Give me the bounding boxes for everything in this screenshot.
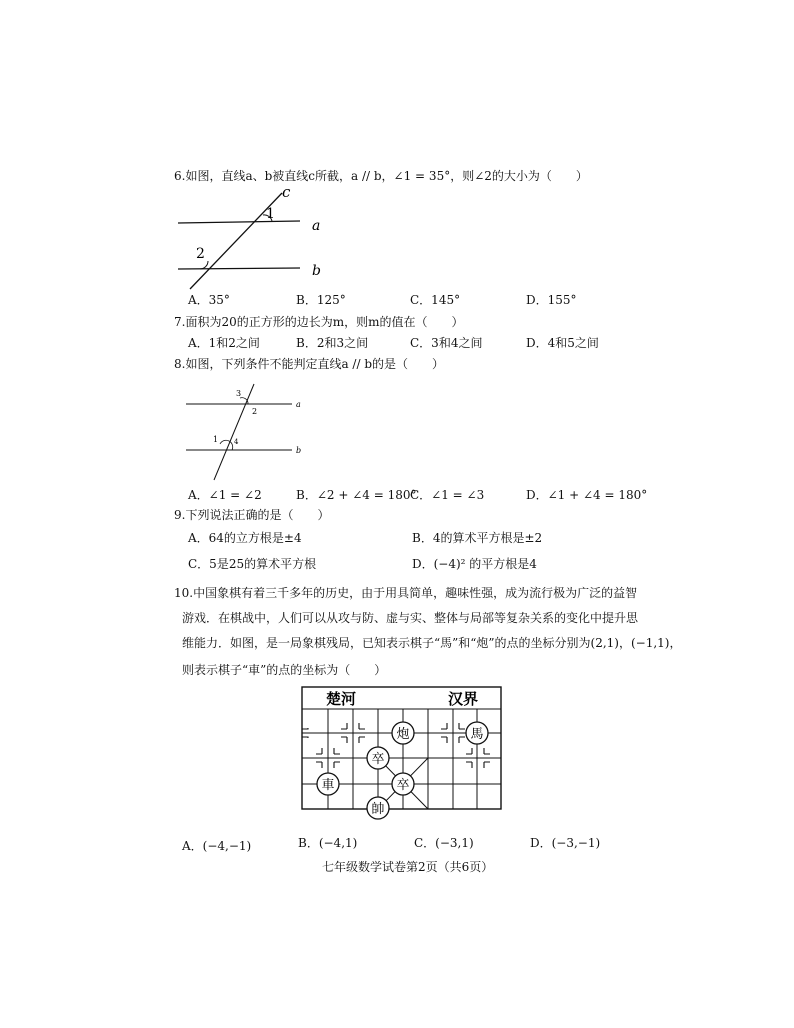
svg-text:卒: 卒 xyxy=(396,778,410,793)
page-footer: 七年级数学试卷第2页（共6页） xyxy=(322,860,494,874)
q6-label-2: 2 xyxy=(196,246,205,262)
q10-line-3: 维能力．如图，是一局象棋残局，已知表示棋子“馬”和“炮”的点的坐标分别为(2,1)，(−1,1)， xyxy=(182,636,682,650)
q6-label-1: 1 xyxy=(266,206,275,222)
q8-label-4: 4 xyxy=(234,438,239,446)
q6-label-b: b xyxy=(312,263,321,279)
q9-option-a[interactable]: A．64的立方根是±4 xyxy=(188,531,302,545)
q10-line-4: 则表示棋子“車”的点的坐标为（ ） xyxy=(182,663,387,677)
piece-ju xyxy=(317,773,339,795)
q8-option-d[interactable]: D．∠1 + ∠4 = 180° xyxy=(526,488,648,502)
piece-shuai xyxy=(367,797,389,819)
q8-label-b: b xyxy=(296,446,302,455)
q10-option-a[interactable]: A．(−4,−1) xyxy=(182,839,252,853)
q8-label-2: 2 xyxy=(252,407,258,416)
q6-stem: 6.如图，直线a、b被直线c所截，a // b，∠1 = 35°，则∠2的大小为（ ） xyxy=(174,169,588,183)
q8-label-a: a xyxy=(296,400,301,409)
piece-ma xyxy=(466,722,488,744)
q10-option-d[interactable]: D．(−3,−1) xyxy=(530,836,601,850)
q6-option-c[interactable]: C．145° xyxy=(410,293,461,307)
svg-text:炮: 炮 xyxy=(396,727,410,742)
q10-line-2: 游戏．在棋战中，人们可以从攻与防、虚与实、整体与局部等复杂关系的变化中提升思 xyxy=(182,611,639,625)
q9-option-d[interactable]: D．(−4)² 的平方根是4 xyxy=(412,557,537,571)
q8-label-1: 1 xyxy=(213,435,219,444)
q7-option-d[interactable]: D．4和5之间 xyxy=(526,336,599,350)
q9-option-b[interactable]: B．4的算术平方根是±2 xyxy=(412,531,543,545)
q7-stem: 7.面积为20的正方形的边长为m，则m的值在（ ） xyxy=(174,315,464,329)
piece-zu-2 xyxy=(392,773,414,795)
q10-option-b[interactable]: B．(−4,1) xyxy=(298,836,358,850)
river-label-chuhe: 楚河 xyxy=(326,690,357,708)
q6-label-c: c xyxy=(282,183,291,201)
q6-option-a[interactable]: A．35° xyxy=(188,293,230,307)
q10-line-1: 10.中国象棋有着三千多年的历史，由于用具简单，趣味性强，成为流行极为广泛的益智 xyxy=(174,586,638,600)
q9-stem: 9.下列说法正确的是（ ） xyxy=(174,508,330,522)
q6-option-d[interactable]: D．155° xyxy=(526,293,577,307)
chess-board xyxy=(300,686,505,818)
svg-text:車: 車 xyxy=(321,778,335,793)
q7-option-c[interactable]: C．3和4之间 xyxy=(410,336,483,350)
q7-option-b[interactable]: B．2和3之间 xyxy=(296,336,369,350)
q8-figure xyxy=(180,382,310,482)
q8-stem: 8.如图，下列条件不能判定直线a // b的是（ ） xyxy=(174,357,445,371)
q9-option-c[interactable]: C．5是25的算术平方根 xyxy=(188,557,317,571)
q7-option-a[interactable]: A．1和2之间 xyxy=(188,336,260,350)
q8-option-b[interactable]: B．∠2 + ∠4 = 180° xyxy=(296,488,417,502)
q10-option-c[interactable]: C．(−3,1) xyxy=(414,836,474,850)
q6-option-b[interactable]: B．125° xyxy=(296,293,346,307)
river-label-hanjie: 汉界 xyxy=(448,690,479,708)
svg-text:卒: 卒 xyxy=(371,752,385,767)
svg-text:馬: 馬 xyxy=(470,727,484,742)
svg-text:帥: 帥 xyxy=(371,802,385,817)
q6-label-a: a xyxy=(312,218,321,234)
q8-option-c[interactable]: C．∠1 = ∠3 xyxy=(410,488,485,502)
piece-pao xyxy=(392,722,414,744)
q6-figure xyxy=(170,185,330,295)
q8-option-a[interactable]: A．∠1 = ∠2 xyxy=(188,488,262,502)
piece-zu-1 xyxy=(367,747,389,769)
q8-label-3: 3 xyxy=(236,389,242,398)
